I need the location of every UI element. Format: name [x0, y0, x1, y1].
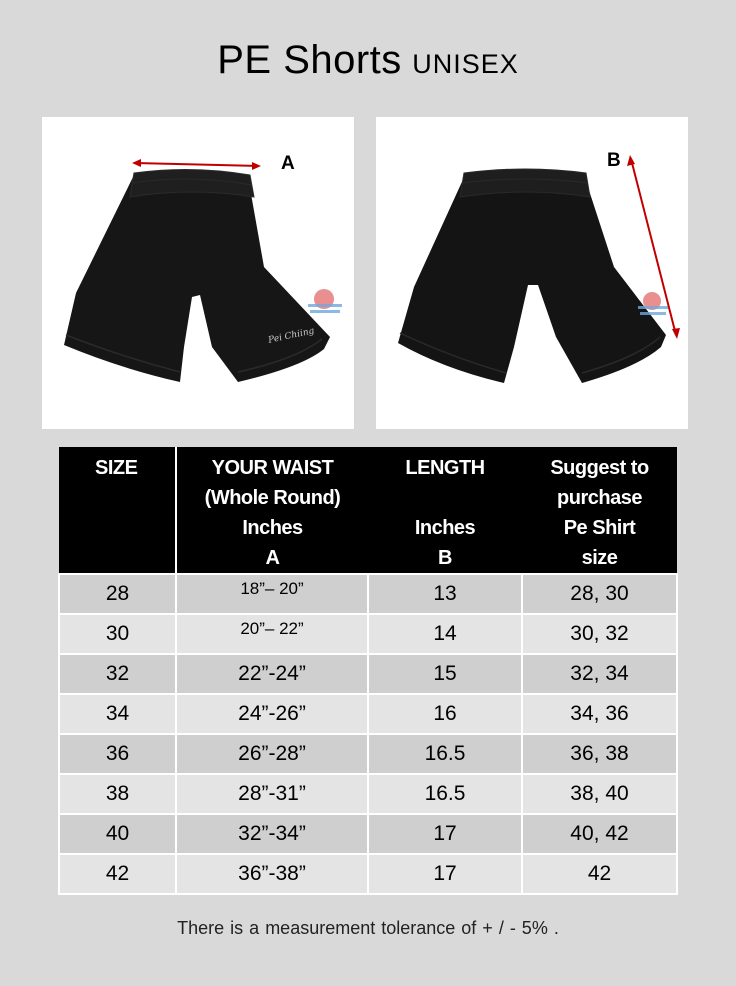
label-a: A: [281, 153, 295, 174]
cell-waist: 32”-34”: [176, 814, 368, 854]
cell-size: 32: [59, 654, 176, 694]
cell-size: 42: [59, 854, 176, 894]
shorts-back-icon: [376, 117, 688, 429]
back-shorts-image: [376, 117, 688, 429]
cell-length: 14: [368, 614, 522, 654]
header-length: LENGTH Inches B: [368, 447, 522, 574]
cell-shirt-size: 36, 38: [522, 734, 677, 774]
cell-length: 16.5: [368, 734, 522, 774]
cell-waist: 28”-31”: [176, 774, 368, 814]
cell-waist: 18”– 20”: [176, 574, 368, 614]
cell-length: 16.5: [368, 774, 522, 814]
table-row: [59, 814, 677, 854]
cell-waist: 24”-26”: [176, 694, 368, 734]
table-row: [59, 734, 677, 774]
table-row: [59, 654, 677, 694]
cell-size: 34: [59, 694, 176, 734]
cell-shirt-size: 40, 42: [522, 814, 677, 854]
table-row: [59, 694, 677, 734]
cell-length: 17: [368, 814, 522, 854]
cell-size: 28: [59, 574, 176, 614]
table-row: [59, 574, 677, 614]
table-row: [59, 614, 677, 654]
cell-size: 30: [59, 614, 176, 654]
cell-shirt-size: 32, 34: [522, 654, 677, 694]
page-title: [0, 38, 736, 83]
cell-length: 17: [368, 854, 522, 894]
table-header-row: [59, 447, 677, 574]
title-subtitle: UNISEX: [412, 49, 519, 79]
cell-shirt-size: 30, 32: [522, 614, 677, 654]
title-main: PE Shorts: [217, 38, 402, 82]
shorts-front-icon: [42, 117, 354, 429]
cell-length: 15: [368, 654, 522, 694]
cell-size: 36: [59, 734, 176, 774]
label-b: B: [607, 150, 621, 171]
header-suggest: Suggest to purchase Pe Shirt size: [522, 447, 677, 574]
cell-shirt-size: 34, 36: [522, 694, 677, 734]
cell-waist: 36”-38”: [176, 854, 368, 894]
cell-size: 38: [59, 774, 176, 814]
header-waist: YOUR WAIST (Whole Round) Inches A: [176, 447, 368, 574]
cell-shirt-size: 28, 30: [522, 574, 677, 614]
cell-waist: 22”-24”: [176, 654, 368, 694]
cell-length: 16: [368, 694, 522, 734]
cell-shirt-size: 38, 40: [522, 774, 677, 814]
size-table: [58, 447, 678, 895]
tolerance-note: There is a measurement tolerance of + / - 5% .: [177, 918, 559, 938]
front-shorts-image: [42, 117, 354, 429]
cell-waist: 26”-28”: [176, 734, 368, 774]
brand-text: Pei Chiing: [267, 326, 316, 346]
table-row: [59, 774, 677, 814]
cell-length: 13: [368, 574, 522, 614]
cell-waist: 20”– 22”: [176, 614, 368, 654]
cell-size: 40: [59, 814, 176, 854]
cell-shirt-size: 42: [522, 854, 677, 894]
table-row: [59, 854, 677, 894]
header-size: SIZE: [59, 447, 176, 574]
